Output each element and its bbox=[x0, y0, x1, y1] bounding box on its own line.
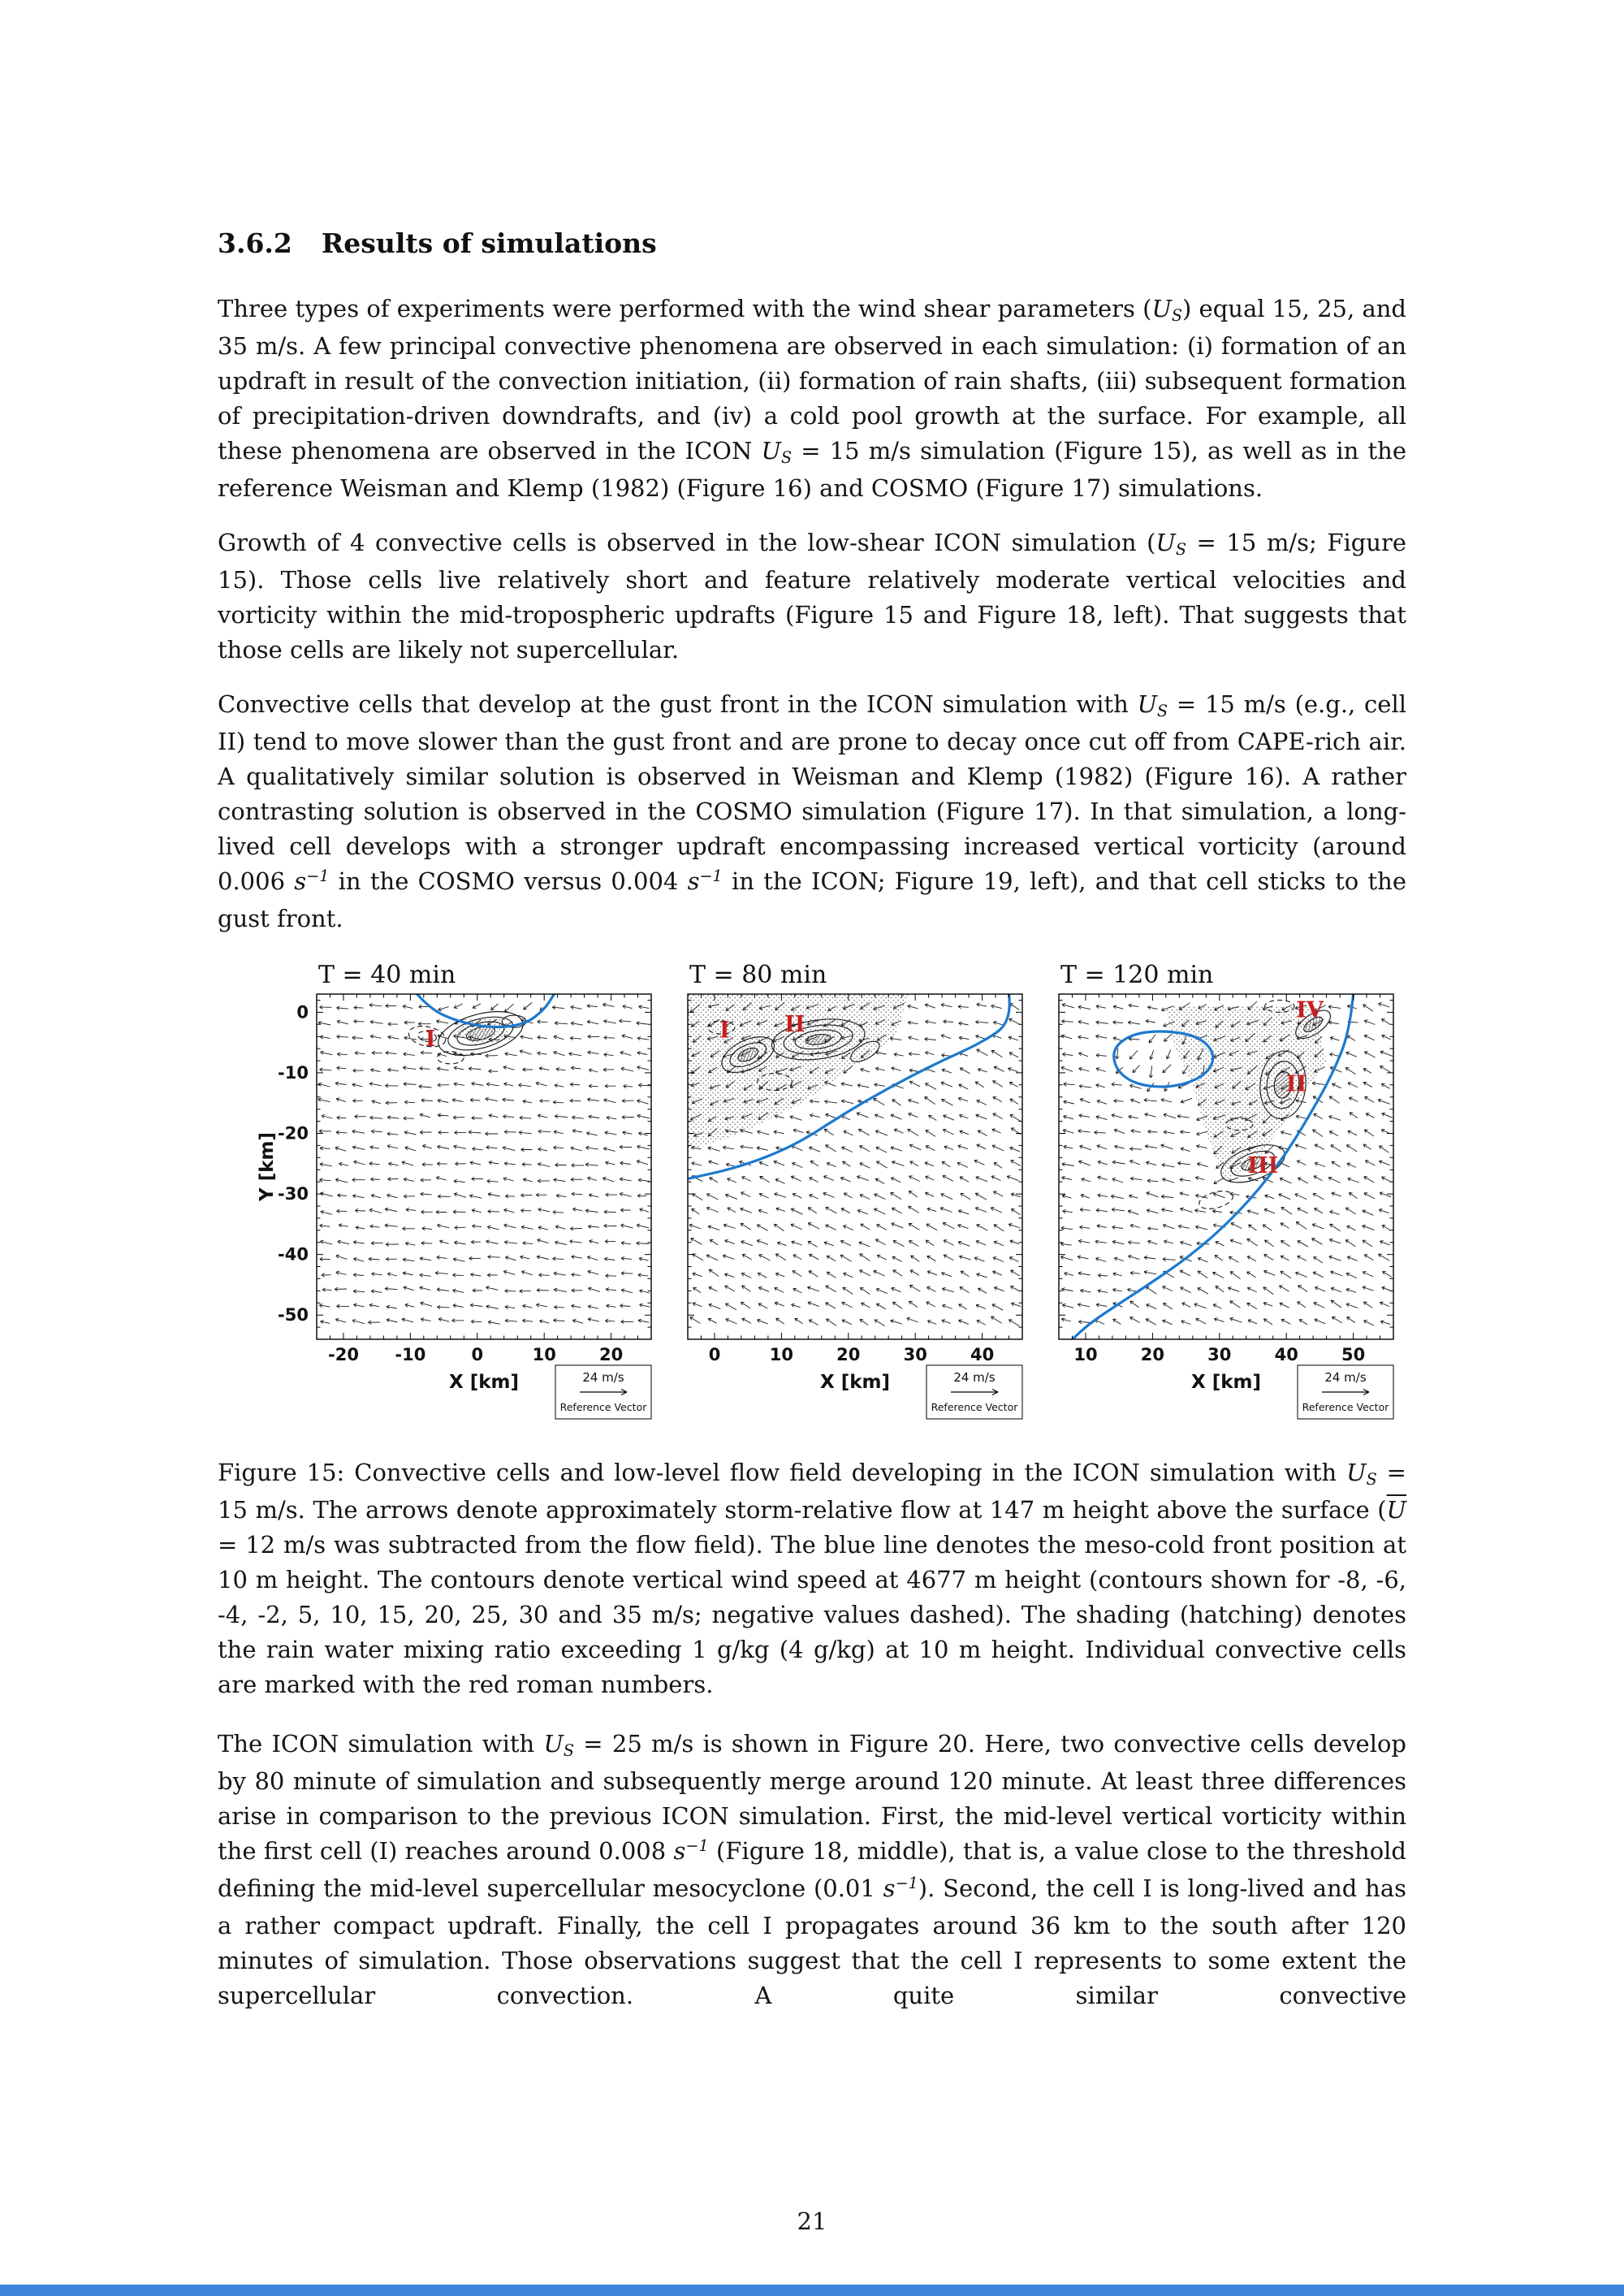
reference-vector-box bbox=[926, 1365, 1022, 1419]
y-axis-label: Y [km] bbox=[257, 1132, 278, 1201]
x-tick-label: 30 bbox=[903, 1345, 927, 1364]
y-tick-label: -20 bbox=[278, 1123, 309, 1144]
text-column bbox=[218, 0, 1406, 2033]
figure-15 bbox=[257, 958, 1406, 1425]
panel-title: T = 40 min bbox=[318, 961, 456, 989]
page-edge-strip bbox=[0, 2285, 1624, 2296]
x-axis-label: X [km] bbox=[448, 1372, 520, 1393]
cell-label-I: I bbox=[719, 1018, 730, 1044]
section-title: Results of simulations bbox=[321, 227, 657, 259]
vector-field bbox=[318, 1002, 651, 1324]
panel-title: T = 80 min bbox=[689, 961, 827, 989]
reference-vector-box bbox=[1298, 1365, 1393, 1419]
paragraph-4: The ICON simulation with $U_S = 25$ m/s is shown in Figure 20. Here, two convective cells develop by 80 minute of simulation and subsequently merge around 120 minute. At least three differences arise in comparison to the previous ICON simulation. First, the mid-level vertical vorticity within the first cell (I) reaches around 0.008 $s^{-1}$ (Figure 18, middle), that is, a value close to the threshold defining the mid-level supercellular mesocyclone (0.01 $s^{-1}$). Second, the cell I is long-lived and has a rather compact updraft. Finally, the cell I propagates around 36 km to the south after 120 minutes of simulation. Those observations suggest that the cell I represents to some extent the supercellular convection. A quite similar convective bbox=[218, 1730, 1407, 2009]
x-tick-label: 0 bbox=[708, 1345, 721, 1364]
cell-label-II: II bbox=[1285, 1071, 1307, 1097]
reference-vector-speed: 24 m/s bbox=[953, 1370, 996, 1385]
y-tick-label: -40 bbox=[278, 1244, 309, 1265]
x-tick-label: 50 bbox=[1341, 1345, 1366, 1364]
reference-vector-label: Reference Vector bbox=[1302, 1401, 1389, 1413]
reference-vector-label: Reference Vector bbox=[931, 1401, 1018, 1413]
panel-border bbox=[317, 994, 651, 1339]
x-tick-label: 20 bbox=[1140, 1345, 1165, 1364]
cell-label-III: III bbox=[1247, 1153, 1279, 1178]
cell-label-II: II bbox=[784, 1012, 806, 1038]
y-tick-label: -50 bbox=[278, 1305, 309, 1325]
x-tick-label: -10 bbox=[395, 1345, 426, 1364]
paragraph-1: Three types of experiments were performed with the wind shear parameters $(U_S)$ equal 15, 25, and 35 m/s. A few principal convective phenomena are observed in each simulation: (i) formation of an updraft in result of the convection initiation, (ii) formation of rain shafts, (iii) subsequent formation of precipitation-driven downdrafts, and (iv) a cold pool growth at the surface. For example, all these phenomena are observed in the ICON $U_S = 15$ m/s simulation (Figure 15), as well as in the reference Weisman and Klemp (1982) (Figure 16) and COSMO (Figure 17) simulations. bbox=[218, 295, 1406, 502]
figure-panel-1 bbox=[257, 958, 651, 1425]
page-number: 21 bbox=[797, 2207, 827, 2235]
x-tick-label: 10 bbox=[1073, 1345, 1098, 1364]
reference-vector-label: Reference Vector bbox=[559, 1401, 647, 1413]
x-tick-label: 20 bbox=[598, 1345, 624, 1364]
figure-caption: Figure 15: Convective cells and low-level flow field developing in the ICON simulation with $U_S = 15$ m/s. The arrows denote approximately storm-relative flow at 147 m height above the surface ($\overline{U} = 12$ m/s was subtracted from the flow field). The blue line denotes the meso-cold front position at 10 m height. The contours denote vertical wind speed at 4677 m height (contours shown for -8, -6, -4, -2, 5, 10, 15, 20, 25, 30 and 35 m/s; negative values dashed). The shading (hatching) denotes the rain water mixing ratio exceeding 1 g/kg (4 g/kg) at 10 m height. Individual convective cells are marked with the red roman numbers. bbox=[218, 1459, 1406, 1698]
y-tick-label: 0 bbox=[296, 1002, 309, 1023]
x-tick-label: 30 bbox=[1207, 1345, 1232, 1364]
x-tick-label: 10 bbox=[532, 1345, 556, 1364]
reference-vector-speed: 24 m/s bbox=[582, 1370, 624, 1385]
figure-panel-2 bbox=[688, 958, 1022, 1425]
section-number: 3.6.2 bbox=[218, 227, 292, 259]
paragraph-3: Convective cells that develop at the gust front in the ICON simulation with $U_S = 15$ m/s (e.g., cell II) tend to move slower than the gust front and are prone to decay once cut off from CAPE-rich air. A qualitatively similar solution is observed in Weisman and Klemp (1982) (Figure 16). A rather contrasting solution is observed in the COSMO simulation (Figure 17). In that simulation, a long-lived cell develops with a stronger updraft encompassing increased vertical vorticity (around 0.006 $s^{-1}$ in the COSMO versus 0.004 $s^{-1}$ in the ICON; Figure 19, left), and that cell sticks to the gust front. bbox=[218, 690, 1406, 932]
reference-vector-speed: 24 m/s bbox=[1324, 1370, 1367, 1385]
figure-panels bbox=[257, 958, 1406, 1425]
paragraph-2: Growth of 4 convective cells is observed in the low-shear ICON simulation ($U_S = 15$ m/s; Figure 15). Those cells live relatively short and feature relatively moderate vertical velocities and vorticity within the mid-tropospheric updrafts (Figure 15 and Figure 18, left). That suggests that those cells are likely not supercellular. bbox=[218, 529, 1406, 664]
x-tick-label: -20 bbox=[328, 1345, 359, 1364]
y-tick-label: -10 bbox=[278, 1062, 309, 1083]
figure-panel-3 bbox=[1059, 958, 1393, 1425]
y-tick-label: -30 bbox=[278, 1184, 309, 1204]
x-tick-label: 20 bbox=[836, 1345, 861, 1364]
x-tick-label: 0 bbox=[471, 1345, 484, 1364]
panel-title: T = 120 min bbox=[1060, 961, 1214, 989]
cell-label-IV: IV bbox=[1296, 997, 1324, 1023]
cell-label-I: I bbox=[425, 1027, 436, 1053]
x-tick-label: 40 bbox=[1274, 1345, 1298, 1364]
x-axis-label: X [km] bbox=[819, 1372, 891, 1393]
reference-vector-box bbox=[555, 1365, 651, 1419]
x-tick-label: 40 bbox=[970, 1345, 995, 1364]
section-heading bbox=[218, 227, 1406, 259]
axis-ticks bbox=[317, 994, 651, 1339]
x-axis-label: X [km] bbox=[1190, 1372, 1262, 1393]
x-tick-label: 10 bbox=[769, 1345, 794, 1364]
